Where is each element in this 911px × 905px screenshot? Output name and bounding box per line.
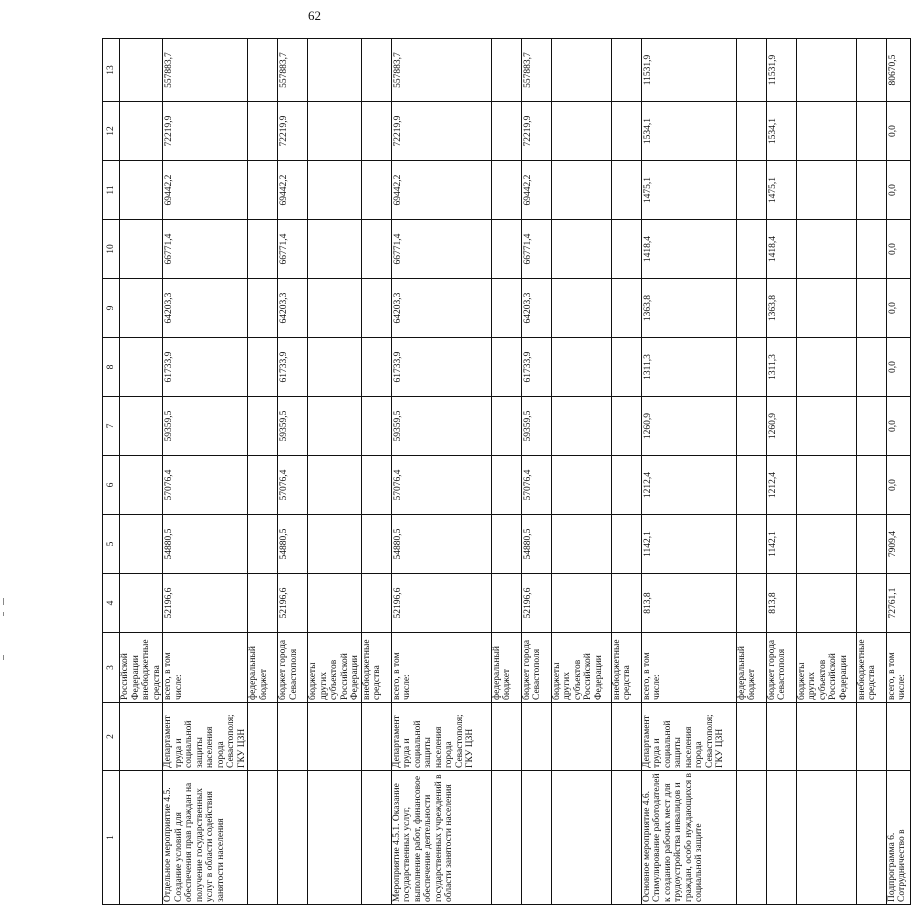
value-cell — [361, 574, 391, 633]
funding-source-cell: всего, в том числе: — [886, 633, 910, 703]
value-cell: 54880,5 — [521, 515, 551, 574]
value-cell — [308, 456, 362, 515]
table-row — [796, 39, 856, 905]
funding-source-cell: федеральный бюджет — [248, 633, 278, 703]
table-row — [278, 39, 308, 905]
value-cell — [551, 39, 611, 102]
value-cell — [248, 456, 278, 515]
value-cell — [551, 161, 611, 220]
value-cell — [361, 338, 391, 397]
value-cell: 64203,3 — [391, 279, 491, 338]
header-cell: 1 — [103, 771, 120, 905]
header-cell: 10 — [103, 220, 120, 279]
header-cell: 13 — [103, 39, 120, 102]
value-cell — [611, 220, 641, 279]
value-cell — [120, 515, 163, 574]
value-cell — [856, 574, 886, 633]
funding-source-cell: внебюджетные средства — [856, 633, 886, 703]
header-cell: 11 — [103, 161, 120, 220]
executor-cell: Департамент труда и социальной защиты населения города Севастополя; ГКУ ЦЗН — [163, 703, 248, 771]
value-cell: 1212,4 — [766, 456, 796, 515]
value-cell: 1418,4 — [766, 220, 796, 279]
funding-source-cell: бюджет города Севастополя — [521, 633, 551, 703]
value-cell: 0,0 — [886, 279, 910, 338]
budget-table — [102, 38, 911, 905]
value-cell: 57076,4 — [163, 456, 248, 515]
value-cell — [120, 338, 163, 397]
value-cell — [736, 456, 766, 515]
event-name-cell — [120, 771, 163, 905]
table-row — [491, 39, 521, 905]
value-cell — [491, 161, 521, 220]
scan-edge-mark — [3, 612, 4, 616]
value-cell: 52196,6 — [163, 574, 248, 633]
value-cell: 0,0 — [886, 161, 910, 220]
funding-source-cell: федеральный бюджет — [491, 633, 521, 703]
value-cell: 54880,5 — [163, 515, 248, 574]
value-cell: 57076,4 — [521, 456, 551, 515]
value-cell — [120, 161, 163, 220]
event-name-cell — [856, 771, 886, 905]
value-cell: 59359,5 — [391, 397, 491, 456]
header-row — [103, 39, 120, 905]
value-cell — [308, 397, 362, 456]
value-cell: 72219,9 — [278, 102, 308, 161]
funding-source-cell: бюджеты других субъектов Российской Федерации — [551, 633, 611, 703]
value-cell: 66771,4 — [391, 220, 491, 279]
value-cell — [736, 515, 766, 574]
table-row — [856, 39, 886, 905]
value-cell — [120, 397, 163, 456]
value-cell — [491, 279, 521, 338]
value-cell — [308, 279, 362, 338]
value-cell: 64203,3 — [521, 279, 551, 338]
event-name-cell — [361, 771, 391, 905]
value-cell: 1260,9 — [641, 397, 736, 456]
value-cell — [361, 397, 391, 456]
value-cell: 54880,5 — [278, 515, 308, 574]
value-cell — [551, 574, 611, 633]
value-cell: 557883,7 — [163, 39, 248, 102]
value-cell — [856, 456, 886, 515]
rotated-table-wrapper — [102, 38, 911, 905]
funding-source-cell: всего, в том числе: — [163, 633, 248, 703]
value-cell: 61733,9 — [521, 338, 551, 397]
value-cell: 0,0 — [886, 338, 910, 397]
table-row — [611, 39, 641, 905]
value-cell: 557883,7 — [521, 39, 551, 102]
value-cell — [308, 515, 362, 574]
value-cell: 59359,5 — [278, 397, 308, 456]
event-name-cell — [248, 771, 278, 905]
value-cell — [611, 279, 641, 338]
value-cell — [736, 102, 766, 161]
value-cell — [120, 574, 163, 633]
value-cell — [308, 39, 362, 102]
value-cell — [491, 338, 521, 397]
value-cell: 59359,5 — [163, 397, 248, 456]
executor-cell — [856, 703, 886, 771]
value-cell — [308, 574, 362, 633]
value-cell — [551, 515, 611, 574]
table-row — [641, 39, 736, 905]
value-cell: 64203,3 — [278, 279, 308, 338]
value-cell — [361, 161, 391, 220]
value-cell — [856, 220, 886, 279]
value-cell — [796, 279, 856, 338]
value-cell: 66771,4 — [163, 220, 248, 279]
value-cell — [796, 397, 856, 456]
value-cell — [491, 574, 521, 633]
value-cell — [736, 39, 766, 102]
value-cell: 1534,1 — [641, 102, 736, 161]
value-cell — [248, 515, 278, 574]
table-row — [120, 39, 163, 905]
value-cell — [551, 456, 611, 515]
value-cell — [736, 161, 766, 220]
value-cell: 72219,9 — [521, 102, 551, 161]
event-name-cell — [736, 771, 766, 905]
event-name-cell — [796, 771, 856, 905]
table-row — [736, 39, 766, 905]
event-name-cell: Мероприятие 4.5.1. Оказание государственных услуг, выполнение работ, финансовое обеспечение деятельности государственных учреждений в области занятости населения — [391, 771, 491, 905]
value-cell — [491, 102, 521, 161]
event-name-cell — [551, 771, 611, 905]
value-cell: 557883,7 — [278, 39, 308, 102]
value-cell: 7909,4 — [886, 515, 910, 574]
event-name-cell — [278, 771, 308, 905]
value-cell — [361, 456, 391, 515]
value-cell — [120, 279, 163, 338]
value-cell — [248, 279, 278, 338]
value-cell: 69442,2 — [278, 161, 308, 220]
value-cell: 1534,1 — [766, 102, 796, 161]
funding-source-cell: бюджет города Севастополя — [766, 633, 796, 703]
table-row — [521, 39, 551, 905]
value-cell — [856, 397, 886, 456]
value-cell — [361, 220, 391, 279]
value-cell: 1475,1 — [766, 161, 796, 220]
value-cell: 69442,2 — [391, 161, 491, 220]
value-cell: 557883,7 — [391, 39, 491, 102]
event-name-cell: Подпрограмма 6. Сотрудничество в — [886, 771, 910, 905]
value-cell: 0,0 — [886, 220, 910, 279]
value-cell — [736, 397, 766, 456]
value-cell — [551, 279, 611, 338]
executor-cell — [796, 703, 856, 771]
executor-cell: Департамент труда и социальной защиты населения города Севастополя; ГКУ ЦЗН — [391, 703, 491, 771]
header-cell: 4 — [103, 574, 120, 633]
header-cell: 12 — [103, 102, 120, 161]
funding-source-cell: всего, в том числе: — [391, 633, 491, 703]
value-cell: 69442,2 — [163, 161, 248, 220]
value-cell — [796, 338, 856, 397]
value-cell — [856, 279, 886, 338]
value-cell — [856, 102, 886, 161]
value-cell: 0,0 — [886, 456, 910, 515]
funding-source-cell: внебюджетные средства — [611, 633, 641, 703]
value-cell — [361, 279, 391, 338]
value-cell — [248, 39, 278, 102]
value-cell: 57076,4 — [278, 456, 308, 515]
value-cell — [120, 456, 163, 515]
value-cell — [736, 279, 766, 338]
executor-cell — [611, 703, 641, 771]
value-cell — [611, 338, 641, 397]
value-cell — [491, 220, 521, 279]
executor-cell — [278, 703, 308, 771]
table-row — [248, 39, 278, 905]
value-cell — [308, 338, 362, 397]
value-cell — [856, 39, 886, 102]
value-cell: 57076,4 — [391, 456, 491, 515]
value-cell — [248, 102, 278, 161]
value-cell — [361, 39, 391, 102]
executor-cell — [248, 703, 278, 771]
value-cell — [551, 102, 611, 161]
executor-cell — [521, 703, 551, 771]
value-cell — [248, 220, 278, 279]
event-name-cell — [308, 771, 362, 905]
header-cell: 5 — [103, 515, 120, 574]
scan-edge-mark — [3, 598, 4, 605]
value-cell — [308, 220, 362, 279]
value-cell: 66771,4 — [278, 220, 308, 279]
value-cell — [248, 397, 278, 456]
value-cell — [491, 39, 521, 102]
funding-source-cell: федеральный бюджет — [736, 633, 766, 703]
value-cell: 1418,4 — [641, 220, 736, 279]
value-cell: 1212,4 — [641, 456, 736, 515]
budget-table-body — [103, 39, 911, 905]
value-cell: 1475,1 — [641, 161, 736, 220]
value-cell — [796, 102, 856, 161]
value-cell — [120, 102, 163, 161]
value-cell: 80670,5 — [886, 39, 910, 102]
funding-source-cell: Российской Федерации внебюджетные средства — [120, 633, 163, 703]
value-cell — [491, 515, 521, 574]
value-cell — [796, 161, 856, 220]
value-cell: 1363,8 — [766, 279, 796, 338]
header-cell: 6 — [103, 456, 120, 515]
header-cell: 9 — [103, 279, 120, 338]
value-cell — [736, 220, 766, 279]
value-cell: 69442,2 — [521, 161, 551, 220]
value-cell — [551, 338, 611, 397]
page-number: 62 — [308, 8, 321, 23]
value-cell: 52196,6 — [521, 574, 551, 633]
value-cell — [611, 574, 641, 633]
value-cell: 61733,9 — [163, 338, 248, 397]
header-cell: 8 — [103, 338, 120, 397]
value-cell — [856, 515, 886, 574]
value-cell: 813,8 — [641, 574, 736, 633]
event-name-cell — [491, 771, 521, 905]
value-cell: 11531,9 — [766, 39, 796, 102]
value-cell: 1311,3 — [641, 338, 736, 397]
table-row — [391, 39, 491, 905]
value-cell: 1142,1 — [641, 515, 736, 574]
value-cell: 0,0 — [886, 102, 910, 161]
funding-source-cell: бюджеты других субъектов Российской Федерации — [308, 633, 362, 703]
value-cell — [796, 515, 856, 574]
scan-edge-mark — [3, 655, 4, 660]
header-cell: 3 — [103, 633, 120, 703]
value-cell: 52196,6 — [391, 574, 491, 633]
value-cell — [551, 220, 611, 279]
value-cell — [491, 397, 521, 456]
value-cell: 1142,1 — [766, 515, 796, 574]
header-cell: 7 — [103, 397, 120, 456]
executor-cell — [736, 703, 766, 771]
value-cell — [120, 220, 163, 279]
value-cell — [736, 574, 766, 633]
event-name-cell: Основное мероприятие 4.6. Стимулирование работодателей к созданию рабочих мест для трудоустройства инвалидов и граждан, особо нуждающихся в социальной защите — [641, 771, 736, 905]
value-cell: 61733,9 — [278, 338, 308, 397]
executor-cell — [886, 703, 910, 771]
table-row — [766, 39, 796, 905]
event-name-cell — [766, 771, 796, 905]
value-cell — [796, 220, 856, 279]
value-cell: 61733,9 — [391, 338, 491, 397]
value-cell — [308, 161, 362, 220]
value-cell: 0,0 — [886, 397, 910, 456]
event-name-cell — [611, 771, 641, 905]
value-cell — [308, 102, 362, 161]
value-cell — [551, 397, 611, 456]
value-cell: 1363,8 — [641, 279, 736, 338]
value-cell: 54880,5 — [391, 515, 491, 574]
value-cell: 52196,6 — [278, 574, 308, 633]
value-cell: 813,8 — [766, 574, 796, 633]
executor-cell — [120, 703, 163, 771]
value-cell — [248, 574, 278, 633]
value-cell — [361, 102, 391, 161]
value-cell: 1260,9 — [766, 397, 796, 456]
executor-cell: Департамент труда и социальной защиты населения города Севастополя; ГКУ ЦЗН — [641, 703, 736, 771]
value-cell: 11531,9 — [641, 39, 736, 102]
table-row — [361, 39, 391, 905]
table-row — [163, 39, 248, 905]
value-cell: 59359,5 — [521, 397, 551, 456]
value-cell — [611, 102, 641, 161]
value-cell — [491, 456, 521, 515]
event-name-cell: Отдельное мероприятие 4.5. Создание условий для обеспечения прав граждан на получение государственных услуг в области содействия занятости населения — [163, 771, 248, 905]
value-cell — [796, 456, 856, 515]
table-row — [886, 39, 910, 905]
value-cell — [361, 515, 391, 574]
value-cell: 72761,1 — [886, 574, 910, 633]
value-cell — [248, 161, 278, 220]
value-cell: 66771,4 — [521, 220, 551, 279]
value-cell — [736, 338, 766, 397]
table-row — [551, 39, 611, 905]
value-cell — [611, 397, 641, 456]
executor-cell — [361, 703, 391, 771]
funding-source-cell: внебюджетные средства — [361, 633, 391, 703]
header-cell: 2 — [103, 703, 120, 771]
value-cell: 64203,3 — [163, 279, 248, 338]
table-row — [308, 39, 362, 905]
value-cell — [248, 338, 278, 397]
value-cell — [611, 456, 641, 515]
value-cell — [856, 161, 886, 220]
value-cell — [120, 39, 163, 102]
value-cell — [796, 39, 856, 102]
value-cell: 72219,9 — [163, 102, 248, 161]
value-cell — [856, 338, 886, 397]
value-cell — [611, 515, 641, 574]
funding-source-cell: бюджеты других субъектов Российской Федерации — [796, 633, 856, 703]
value-cell: 72219,9 — [391, 102, 491, 161]
value-cell — [611, 161, 641, 220]
funding-source-cell: всего, в том числе: — [641, 633, 736, 703]
value-cell: 1311,3 — [766, 338, 796, 397]
funding-source-cell: бюджет города Севастополя — [278, 633, 308, 703]
executor-cell — [766, 703, 796, 771]
executor-cell — [308, 703, 362, 771]
event-name-cell — [521, 771, 551, 905]
executor-cell — [551, 703, 611, 771]
value-cell — [611, 39, 641, 102]
value-cell — [796, 574, 856, 633]
executor-cell — [491, 703, 521, 771]
